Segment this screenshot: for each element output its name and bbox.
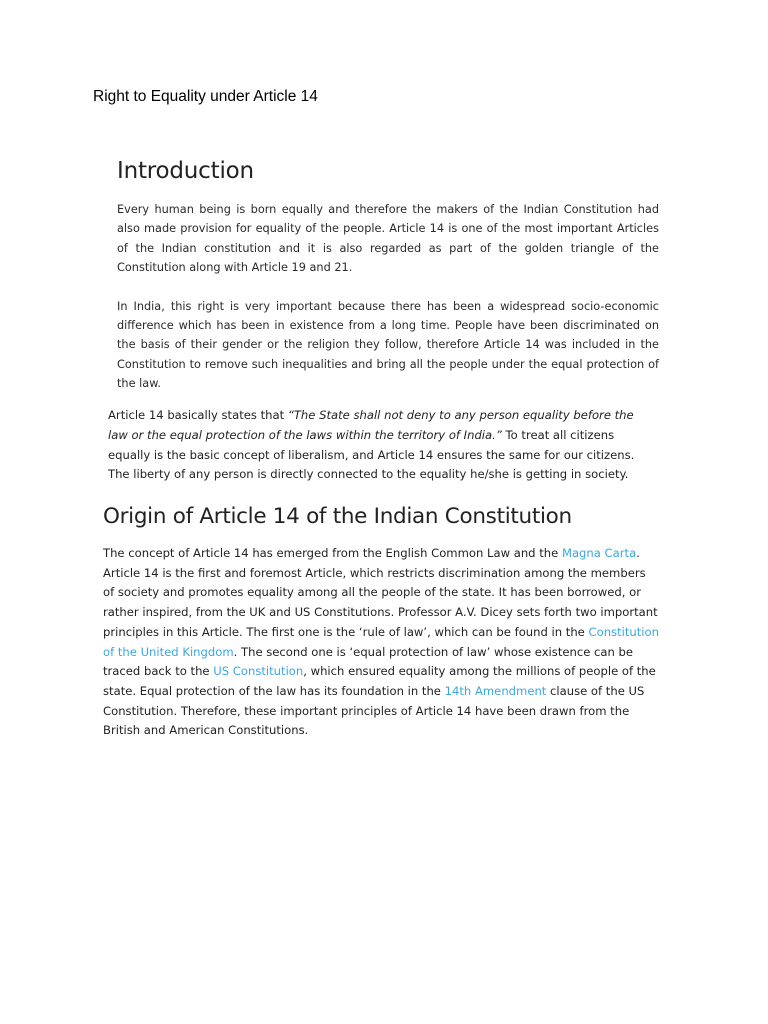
- quote-tail-text: To treat all citizens equally is the basic concept of liberalism, and Article 14 ensures the same for our citizens. The liberty of any person is directly connected to the equality he/she is getting in society.: [108, 427, 635, 482]
- introduction-paragraph-1: Every human being is born equally and therefore the makers of the Indian Constitution had also made provision for equality of the people. Article 14 is one of the most important Articles of the Indian constitution and it is also regarded as part of the golden triangle of the Constitution along with Article 19 and 21.: [117, 203, 659, 275]
- origin-text-2: . Article 14 is the first and foremost Article, which restricts discrimination among the members of society and promotes equality among all the people of the state. It has been borrowed, or rather inspired, from the UK and US Constitutions. Professor A.V. Dicey sets forth two important principles in this Article. The first one is the ‘rule of law’, which can be found in the: [103, 546, 658, 639]
- article-14-quote-paragraph: [108, 406, 656, 485]
- quote-lead-text: Article 14 basically states that: [108, 408, 288, 422]
- introduction-paragraph-2: In India, this right is very important because there has been a widespread socio-economic difference which has been in existence from a long time. People have been discriminated on the basis of their gender or the religion they follow, therefore Article 14 was included in the Constitution to remove such inequalities and bring all the people under the equal protection of the law.: [117, 299, 659, 391]
- origin-heading: Origin of Article 14 of the Indian Constitution: [103, 504, 572, 529]
- origin-paragraph: [103, 544, 659, 741]
- introduction-heading: Introduction: [117, 158, 254, 184]
- origin-text-3: . The second one is ‘equal protection of law’ whose existence can be traced back to the: [103, 644, 634, 679]
- origin-text-5: clause of the US Constitution. Therefore, these important principles of Article 14 have been drawn from the British and American Constitutions.: [103, 683, 645, 738]
- us-constitution-link[interactable]: US Constitution: [213, 664, 304, 679]
- origin-text-1: The concept of Article 14 has emerged from the English Common Law and the: [103, 546, 562, 560]
- article-14-quote: “The State shall not deny to any person equality before the law or the equal protection of the laws within the territory of India.”: [108, 408, 634, 442]
- 14th-amendment-link[interactable]: 14th Amendment: [444, 683, 547, 698]
- introduction-section: [117, 158, 659, 413]
- document-title: Right to Equality under Article 14: [93, 88, 318, 105]
- origin-text-4: , which ensured equality among the millions of people of the state. Equal protection of the law has its foundation in the: [103, 664, 656, 698]
- uk-constitution-link[interactable]: Constitution of the United Kingdom: [103, 624, 659, 659]
- magna-carta-link[interactable]: Magna Carta: [561, 546, 637, 560]
- origin-section: [103, 504, 659, 741]
